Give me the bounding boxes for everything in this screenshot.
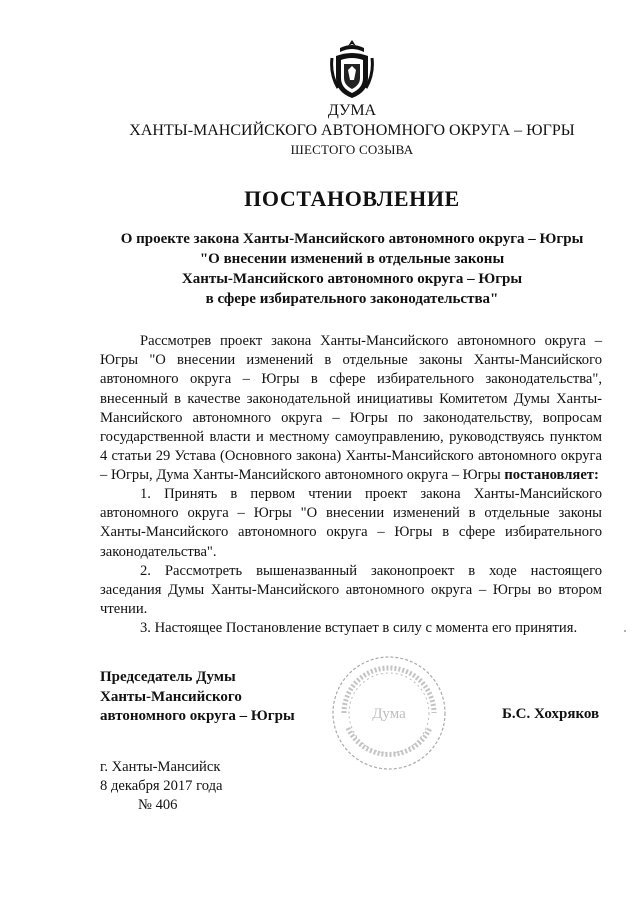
org-region: ХАНТЫ-МАНСИЙСКОГО АВТОНОМНОГО ОКРУГА – ЮГРЫ xyxy=(129,122,575,139)
subject-line: "О внесении изменений в отдельные законы xyxy=(199,251,505,267)
issue-date: 8 декабря 2017 года xyxy=(100,778,223,794)
issue-city: г. Ханты-Мансийск xyxy=(100,759,221,775)
signatory-title-line: Ханты-Мансийского xyxy=(100,688,242,705)
preamble xyxy=(100,332,602,486)
stamp-center-text: Дума xyxy=(372,706,406,722)
resolution-items xyxy=(100,485,602,639)
resolves-word: постановляет: xyxy=(504,467,599,484)
scan-speck xyxy=(624,630,626,632)
document-number: № 406 xyxy=(138,797,178,813)
resolution-item: 3. Настоящее Постановление вступает в силу с момента его принятия. xyxy=(140,620,578,637)
signatory-name: Б.С. Хохряков xyxy=(502,706,600,722)
issue-details xyxy=(100,758,223,815)
subject-line: Ханты-Мансийского автономного округа – Югры xyxy=(181,271,523,287)
official-seal-stamp xyxy=(330,654,448,772)
signatory-title-line: Председатель Думы xyxy=(100,669,236,685)
coat-of-arms-emblem xyxy=(330,38,374,100)
resolution-item: 2. Рассмотреть вышеназванный законопроект в ходе настоящего заседания Думы Ханты-Мансийского автономного округа – Югры во втором чтении. xyxy=(100,562,602,618)
resolution-item: 1. Принять в первом чтении проект закона Ханты-Мансийского автономного округа – Югры "О внесении изменений в отдельные законы Ханты-Мансийского автономного округа – Югры в сфере избирательного законодательства". xyxy=(100,486,602,560)
subject-line: О проекте закона Ханты-Мансийского автономного округа – Югры xyxy=(120,231,584,247)
document-type-title: ПОСТАНОВЛЕНИЕ xyxy=(244,186,460,211)
signatory-title-line: автономного округа – Югры xyxy=(100,708,295,724)
convocation: ШЕСТОГО СОЗЫВА xyxy=(290,142,414,157)
org-name: ДУМА xyxy=(327,102,377,119)
signatory-title xyxy=(100,668,295,727)
preamble-text: Рассмотрев проект закона Ханты-Мансийского автономного округа – Югры "О внесении изменений в отдельные законы Ханты-Мансийского автономного округа – Югры в сфере избирательного законодательства", внесенный в качестве законодательной инициативы Комитетом Думы Ханты-Мансийского автономного округа – Югры по законодательству, вопросам государственной власти и местному самоуправлению, руководствуясь пунктом 4 статьи 29 Устава (Основного закона) Ханты-Мансийского автономного округа – Югры, Дума Ханты-Мансийского автономного округа – Югры xyxy=(100,333,602,484)
subject-line: в сфере избирательного законодательства" xyxy=(205,291,499,307)
